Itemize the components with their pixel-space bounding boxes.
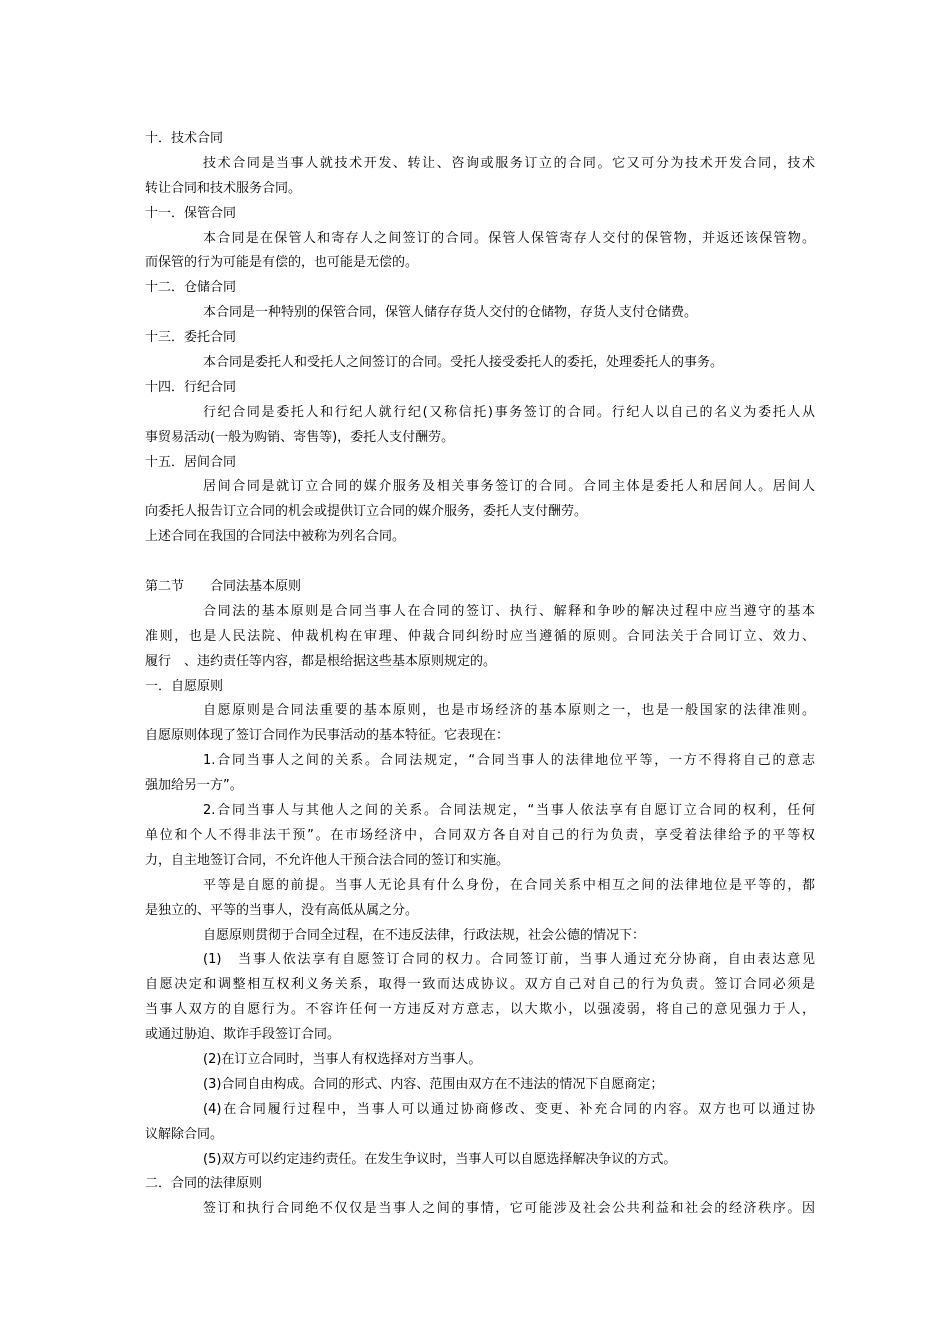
paragraph-line: 签订和执行合同绝不仅仅是当事人之间的事情，它可能涉及社会公共利益和社会的经济秩序。因 — [203, 1201, 815, 1217]
paragraph-line: 转让合同和技术服务合同。 — [145, 180, 302, 196]
paragraph-line: 上述合同在我国的合同法中被称为列名合同。 — [145, 529, 406, 545]
paragraph-line: 强加给另一方”。 — [145, 778, 243, 794]
document-page — [145, 127, 815, 1222]
section-heading: 第二节 合同法基本原则 — [145, 579, 302, 595]
paragraph-line: 平等是自愿的前提。当事人无论具有什么身份，在合同关系中相互之间的法律地位是平等的，都 — [203, 877, 815, 893]
paragraph-line: 准则，也是人民法院、仲裁机构在审理、仲裁合同纠纷时应当遵循的原则。合同法关于合同订立、效力、 — [145, 628, 815, 644]
paragraph-line: 单位和个人不得非法干预”。在市场经济中，合同双方各自对自己的行为负责，享受着法律给予的平等权 — [145, 827, 815, 843]
paragraph-line: (5)双方可以约定违约责任。在发生争议时，当事人可以自愿选择解决争议的方式。 — [203, 1151, 677, 1167]
paragraph-line: 本合同是一种特别的保管合同，保管人储存存货人交付的仓储物，存货人支付仓储费。 — [203, 305, 698, 321]
heading-voluntary-principle: 一．自愿原则 — [145, 678, 224, 694]
paragraph-line: (3)合同自由构成。合同的形式、内容、范围由双方在不违法的情况下自愿商定； — [203, 1076, 664, 1092]
paragraph-line: 2.合同当事人与其他人之间的关系。合同法规定，“当事人依法享有自愿订立合同的权利，任何 — [203, 803, 815, 819]
paragraph-line: 向委托人报告订立合同的机会或提供订立合同的媒介服务，委托人支付酬劳。 — [145, 504, 588, 520]
heading-entrustment-contract: 十三．委托合同 — [145, 330, 237, 346]
paragraph-line: 自愿原则是合同法重要的基本原则，也是市场经济的基本原则之一，也是一般国家的法律准则。 — [203, 703, 815, 719]
paragraph-line: 而保管的行为可能是有偿的，也可能是无偿的。 — [145, 255, 419, 271]
heading-warehousing-contract: 十二．仓储合同 — [145, 280, 237, 296]
paragraph-line: 自愿原则贯彻于合同全过程，在不违反法律，行政法规，社会公德的情况下： — [203, 927, 646, 943]
paragraph-line: 力，自主地签订合同，不允许他人干预合法合同的签订和实施。 — [145, 852, 510, 868]
paragraph-line: 1.合同当事人之间的关系。合同法规定，“合同当事人的法律地位平等，一方不得将自己的意志 — [203, 753, 815, 769]
paragraph-line: (4)在合同履行过程中，当事人可以通过协商修改、变更、补充合同的内容。双方也可以通过协 — [203, 1101, 815, 1117]
paragraph-line: 行纪合同是委托人和行纪人就行纪(又称信托)事务签订的合同。行纪人以自己的名义为委托人从 — [203, 404, 815, 420]
paragraph-line: 当事人双方的自愿行为。不容许任何一方违反对方意志，以大欺小，以强凌弱，将自己的意见强力于人， — [145, 1002, 815, 1018]
paragraph-line: 事贸易活动(一般为购销、寄售等)，委托人支付酬劳。 — [145, 429, 455, 445]
paragraph-line: 自愿原则体现了签订合同作为民事活动的基本特征。它表现在： — [145, 728, 510, 744]
paragraph-line: 自愿决定和调整相互权利义务关系，取得一致而达成协议。双方自己对自己的行为负责。签订合同必须是 — [145, 977, 815, 993]
paragraph-line: 本合同是委托人和受托人之间签订的合同。受托人接受委托人的委托，处理委托人的事务。 — [203, 355, 724, 371]
heading-custody-contract: 十一．保管合同 — [145, 205, 237, 221]
blank-line — [145, 550, 815, 575]
heading-legal-principle: 二．合同的法律原则 — [145, 1176, 263, 1192]
paragraph-line: 或通过胁迫、欺诈手段签订合同。 — [145, 1027, 341, 1043]
paragraph-line: 居间合同是就订立合同的媒介服务及相关事务签订的合同。合同主体是委托人和居间人。居间人 — [203, 479, 815, 495]
paragraph-line: 议解除合同。 — [145, 1126, 224, 1142]
paragraph-line: 合同法的基本原则是合同当事人在合同的签订、执行、解释和争吵的解决过程中应当遵守的基本 — [203, 603, 815, 619]
paragraph-line: (1) 当事人依法享有自愿签订合同的权力。合同签订前，当事人通过充分协商，自由表达意见 — [203, 952, 815, 968]
paragraph-line: 是独立的、平等的当事人，没有高低从属之分。 — [145, 902, 419, 918]
heading-technology-contract: 十．技术合同 — [145, 131, 224, 146]
paragraph-line: (2)在订立合同时，当事人有权选择对方当事人。 — [203, 1051, 482, 1067]
paragraph-line: 技术合同是当事人就技术开发、转让、咨询或服务订立的合同。它又可分为技术开发合同，技术 — [203, 155, 815, 171]
paragraph-line: 履行 、违约责任等内容，都是根给据这些基本原则规定的。 — [145, 653, 497, 669]
heading-intermediary-contract: 十五．居间合同 — [145, 454, 237, 470]
heading-brokerage-contract: 十四．行纪合同 — [145, 379, 237, 395]
paragraph-line: 本合同是在保管人和寄存人之间签订的合同。保管人保管寄存人交付的保管物，并返还该保管物。 — [203, 230, 815, 246]
